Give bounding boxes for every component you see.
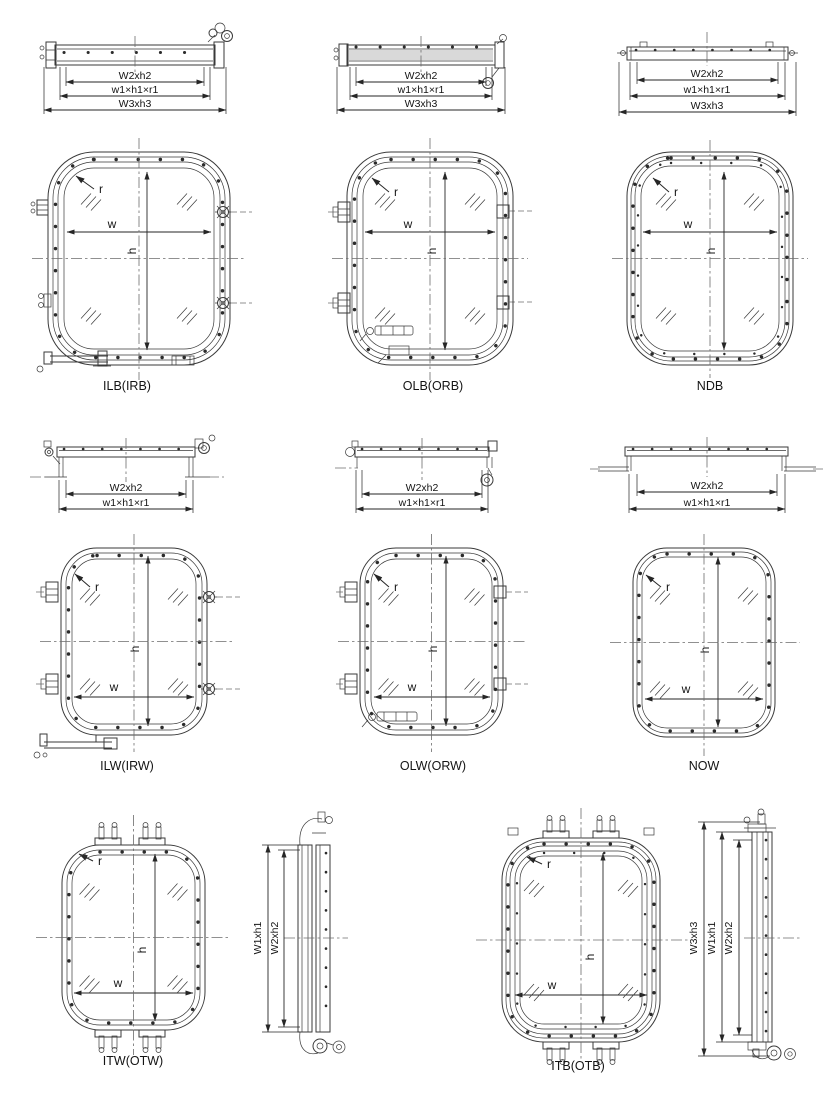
dim-h: h	[583, 953, 597, 961]
dim-w2h2: W2xh2	[109, 482, 143, 494]
front-view-ilb	[31, 138, 252, 393]
dim-h: h	[128, 645, 142, 653]
figure-label: NOW	[688, 759, 720, 773]
dim-w2h2: W2xh2	[690, 480, 724, 492]
dim-w1h1r1: w1×h1×r1	[683, 497, 731, 509]
dim-r: r	[99, 182, 103, 196]
dim-w2h2: W2xh2	[404, 70, 438, 82]
dim-w: w	[107, 217, 117, 231]
figure-label: NDB	[696, 379, 724, 393]
dim-w1h1r1: w1×h1×r1	[102, 497, 150, 509]
front-view-olb	[328, 138, 532, 393]
dim-h: h	[135, 946, 149, 954]
dim-w2h2: W2xh2	[723, 921, 735, 955]
dim-w: w	[113, 976, 123, 990]
dim-w: w	[109, 680, 119, 694]
dim-w1h1: W1xh1	[252, 921, 264, 955]
dim-r: r	[394, 580, 398, 594]
dim-r: r	[98, 854, 102, 868]
section-view-ilw	[30, 435, 224, 513]
dim-w1h1r1: w1×h1×r1	[111, 84, 159, 96]
dim-w2h2: W2xh2	[269, 921, 281, 955]
side-view-itw	[252, 812, 348, 1054]
dim-w1h1: W1xh1	[706, 921, 718, 955]
dim-w3h3: W3xh3	[690, 100, 724, 112]
dim-w3h3: W3xh3	[118, 98, 152, 110]
dim-h: h	[426, 645, 440, 653]
section-view-olb	[334, 35, 507, 115]
dim-w1h1r1: w1×h1×r1	[398, 497, 446, 509]
dim-r: r	[547, 857, 551, 871]
figure-label: ITB(OTB)	[551, 1059, 605, 1073]
dim-w: w	[407, 680, 417, 694]
dim-h: h	[704, 247, 718, 255]
front-view-olw	[336, 534, 528, 773]
dim-w2h2: W2xh2	[405, 482, 439, 494]
front-view-itw	[36, 815, 230, 1068]
dim-w3h3: W3xh3	[688, 921, 700, 955]
figure-label: OLW(ORW)	[399, 759, 467, 773]
section-view-ndb	[617, 32, 798, 116]
dim-w1h1r1: w1×h1×r1	[683, 84, 731, 96]
figure-label: ILW(IRW)	[100, 759, 154, 773]
side-view-itb	[688, 809, 800, 1060]
dim-w2h2: W2xh2	[690, 68, 724, 80]
dim-w: w	[681, 682, 691, 696]
figure-label: ILB(IRB)	[103, 379, 151, 393]
dim-w: w	[403, 217, 413, 231]
front-view-ilw	[34, 534, 240, 773]
dim-w2h2: W2xh2	[118, 70, 152, 82]
dim-r: r	[666, 580, 670, 594]
dim-r: r	[394, 185, 398, 199]
section-view-ilb	[40, 23, 233, 114]
front-view-itb	[476, 808, 688, 1073]
front-view-ndb	[612, 140, 808, 393]
dim-h: h	[698, 646, 712, 654]
dim-h: h	[125, 247, 139, 255]
figure-label: OLB(ORB)	[402, 379, 464, 393]
dim-w3h3: W3xh3	[404, 98, 438, 110]
dim-w: w	[547, 978, 557, 992]
figure-label: ITW(OTW)	[102, 1054, 164, 1068]
dim-w1h1r1: w1×h1×r1	[397, 84, 445, 96]
dim-w: w	[683, 217, 693, 231]
section-view-olw	[335, 438, 497, 513]
dim-r: r	[95, 580, 99, 594]
dim-r: r	[674, 185, 678, 199]
dim-h: h	[425, 247, 439, 255]
front-view-now	[610, 534, 800, 773]
section-view-now	[590, 437, 823, 513]
